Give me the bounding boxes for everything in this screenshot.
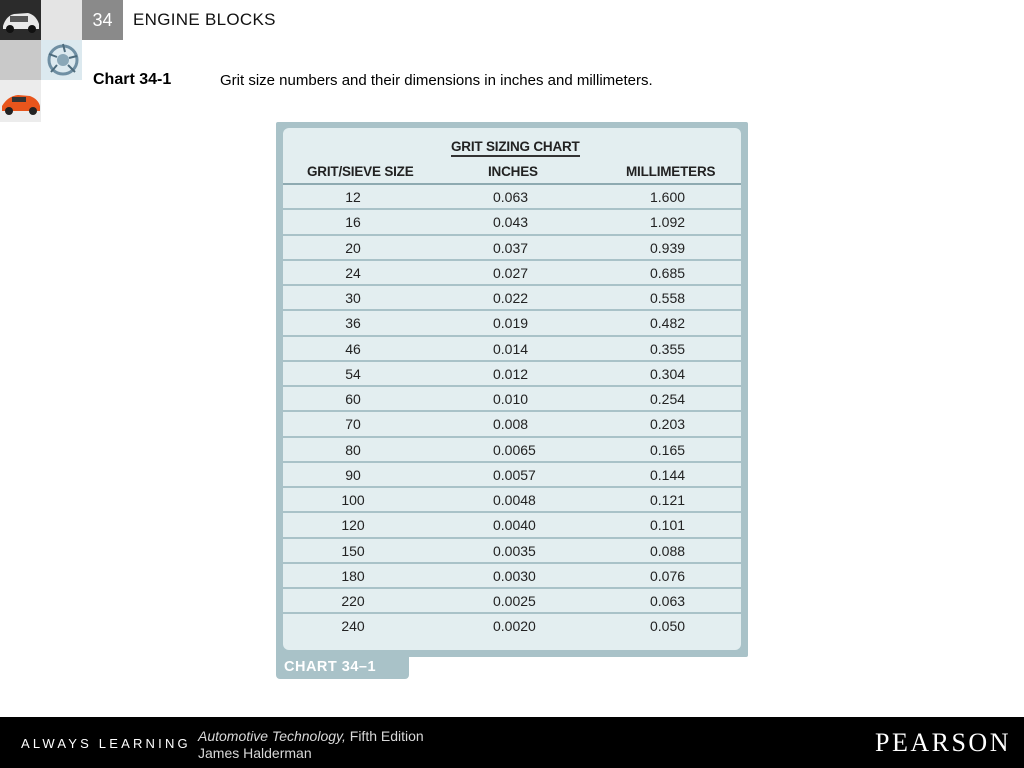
millimeters-cell: 0.088: [650, 542, 686, 559]
grit-size-cell: 60: [345, 391, 361, 407]
grit-size-cell: 180: [341, 567, 365, 584]
chart-caption-text: Grit size numbers and their dimensions in inches and millimeters.: [220, 72, 653, 89]
inches-cell: 0.0020: [493, 618, 536, 635]
table-row: [283, 210, 741, 235]
chart-tab-label: CHART 34–1: [276, 655, 409, 679]
table-row: [283, 337, 741, 362]
chart-caption-label: Chart 34-1: [93, 71, 172, 88]
book-title: Automotive Technology,: [198, 728, 346, 744]
grit-table-body: [283, 185, 741, 640]
grit-size-cell: 100: [341, 492, 365, 508]
inches-cell: 0.0065: [493, 441, 536, 458]
header-gray-block: [0, 40, 41, 80]
sports-car-photo-thumbnail: [0, 80, 41, 122]
inches-cell: 0.0040: [493, 517, 536, 534]
inches-cell: 0.027: [493, 264, 529, 281]
column-header-grit: GRIT/SIEVE SIZE: [307, 164, 414, 179]
inches-cell: 0.043: [493, 214, 529, 231]
millimeters-cell: 0.685: [650, 264, 686, 281]
millimeters-cell: 0.558: [650, 290, 686, 306]
inches-cell: 0.0035: [493, 542, 536, 559]
table-row: [283, 539, 741, 564]
chart-title: GRIT SIZING CHART: [451, 139, 580, 157]
millimeters-cell: 0.076: [650, 567, 686, 584]
table-row: [283, 185, 741, 210]
millimeters-cell: 0.939: [650, 239, 686, 256]
inches-cell: 0.0025: [493, 593, 536, 609]
grit-size-cell: 24: [345, 264, 361, 281]
grit-size-cell: 240: [341, 618, 365, 635]
table-row: [283, 286, 741, 311]
inches-cell: 0.063: [493, 189, 529, 205]
grit-size-cell: 54: [345, 365, 361, 382]
table-row: [283, 513, 741, 538]
grit-size-cell: 70: [345, 416, 361, 433]
table-row: [283, 564, 741, 589]
grit-size-cell: 120: [341, 517, 365, 534]
table-row: [283, 236, 741, 261]
millimeters-cell: 0.101: [650, 517, 686, 534]
table-row: [283, 311, 741, 336]
footer-tagline: ALWAYS LEARNING: [21, 736, 191, 751]
column-header-millimeters: MILLIMETERS: [626, 164, 716, 179]
grit-size-cell: 220: [341, 593, 365, 609]
publisher-logo: PEARSON: [875, 728, 1011, 757]
millimeters-cell: 0.203: [650, 416, 686, 433]
millimeters-cell: 0.254: [650, 391, 686, 407]
table-row: [283, 488, 741, 513]
inches-cell: 0.037: [493, 239, 529, 256]
millimeters-cell: 0.063: [650, 593, 686, 609]
grit-size-cell: 46: [345, 340, 361, 357]
header-gray-block: [41, 0, 82, 40]
grit-size-cell: 12: [345, 189, 361, 205]
millimeters-cell: 0.144: [650, 466, 686, 483]
grit-size-cell: 150: [341, 542, 365, 559]
millimeters-cell: 1.600: [650, 189, 686, 205]
grit-size-cell: 80: [345, 441, 361, 458]
inches-cell: 0.019: [493, 315, 529, 332]
table-row: [283, 362, 741, 387]
column-header-inches: INCHES: [488, 164, 538, 179]
inches-cell: 0.010: [493, 391, 529, 407]
grit-size-cell: 16: [345, 214, 361, 231]
footer-bar: [0, 717, 1024, 768]
grit-size-cell: 20: [345, 239, 361, 256]
chapter-title: ENGINE BLOCKS: [133, 10, 276, 29]
millimeters-cell: 1.092: [650, 214, 686, 231]
inches-cell: 0.012: [493, 365, 529, 382]
engine-part-photo-thumbnail: [41, 40, 82, 80]
grit-sizing-chart-figure: [276, 122, 748, 679]
millimeters-cell: 0.355: [650, 340, 686, 357]
table-row: [283, 261, 741, 286]
table-row: [283, 614, 741, 639]
book-info: [198, 728, 424, 762]
table-row: [283, 463, 741, 488]
inches-cell: 0.022: [493, 290, 529, 306]
grit-size-cell: 90: [345, 466, 361, 483]
table-row: [283, 438, 741, 463]
car-photo-thumbnail: [0, 0, 41, 40]
grit-size-cell: 30: [345, 290, 361, 306]
inches-cell: 0.014: [493, 340, 529, 357]
book-edition: Fifth Edition: [345, 728, 424, 744]
book-author: James Halderman: [198, 745, 312, 761]
table-row: [283, 589, 741, 614]
millimeters-cell: 0.165: [650, 441, 686, 458]
grit-size-cell: 36: [345, 315, 361, 332]
inches-cell: 0.008: [493, 416, 529, 433]
chapter-number: 34: [82, 0, 123, 40]
millimeters-cell: 0.482: [650, 315, 686, 332]
millimeters-cell: 0.050: [650, 618, 686, 635]
table-row: [283, 412, 741, 437]
inches-cell: 0.0057: [493, 466, 536, 483]
millimeters-cell: 0.304: [650, 365, 686, 382]
table-row: [283, 387, 741, 412]
inches-cell: 0.0030: [493, 567, 536, 584]
millimeters-cell: 0.121: [650, 492, 686, 508]
inches-cell: 0.0048: [493, 492, 536, 508]
